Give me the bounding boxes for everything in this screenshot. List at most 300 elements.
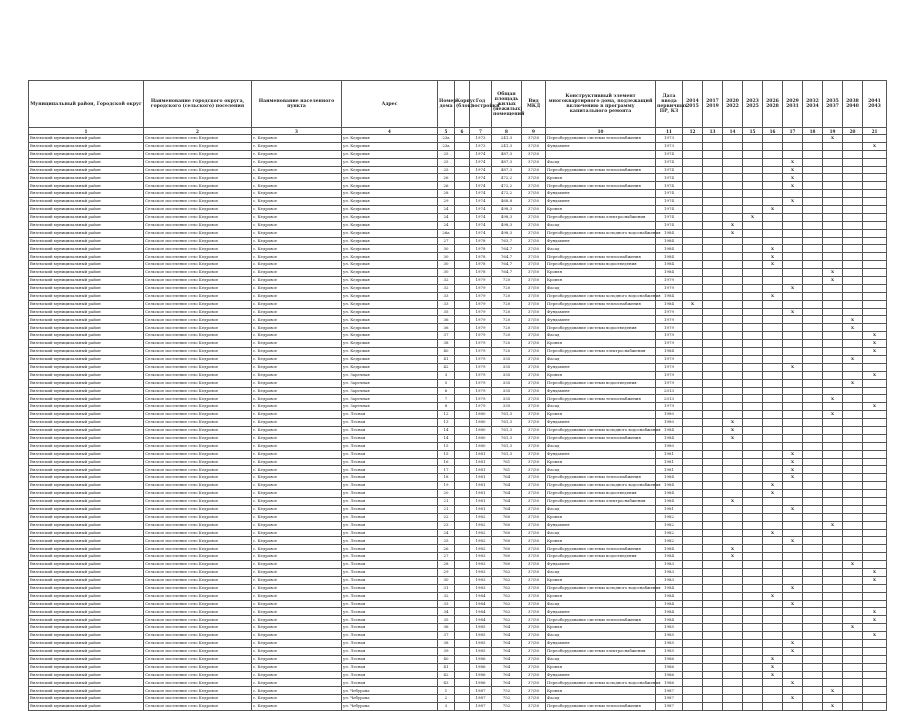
period-mark-cell <box>723 158 743 166</box>
period-mark-cell: X <box>763 482 783 490</box>
period-mark-cell <box>863 695 887 703</box>
period-mark-cell <box>803 497 823 505</box>
period-mark-cell <box>703 497 723 505</box>
period-mark-cell: X <box>843 624 863 632</box>
date-cell: 1983 <box>656 568 683 576</box>
type-cell: 37/50 <box>522 513 546 521</box>
district-cell: Вяземский муниципальный район <box>29 497 144 505</box>
house-number-cell: 21 <box>438 505 455 513</box>
element-cell: Переоборудование системы теплоснабжения <box>546 545 656 553</box>
period-mark-cell <box>843 529 863 537</box>
period-mark-cell: X <box>783 363 803 371</box>
period-mark-cell <box>743 411 763 419</box>
period-mark-cell <box>683 521 703 529</box>
type-cell: 37/50 <box>522 592 546 600</box>
element-cell: Фундамент <box>546 387 656 395</box>
building-cell <box>455 600 470 608</box>
year-cell: 1981 <box>470 505 492 513</box>
element-cell: Фасад <box>546 568 656 576</box>
building-cell <box>455 426 470 434</box>
period-mark-cell <box>863 387 887 395</box>
locality-cell: с. Кедровое <box>252 663 342 671</box>
period-mark-cell <box>703 450 723 458</box>
district-cell: Вяземский муниципальный район <box>29 411 144 419</box>
table-row <box>29 395 887 403</box>
house-number-cell: 28 <box>438 561 455 569</box>
element-cell: Фасад <box>546 632 656 640</box>
period-mark-cell <box>783 561 803 569</box>
element-cell: Фундамент <box>546 450 656 458</box>
area-cell: 720 <box>492 332 522 340</box>
year-cell: 1974 <box>470 190 492 198</box>
period-mark-cell <box>743 277 763 285</box>
period-mark-cell <box>683 324 703 332</box>
period-mark-cell <box>783 655 803 663</box>
building-cell <box>455 221 470 229</box>
type-cell: 37/50 <box>522 213 546 221</box>
period-mark-cell <box>763 348 783 356</box>
period-mark-cell <box>723 655 743 663</box>
building-cell <box>455 592 470 600</box>
year-cell: 1978 <box>470 261 492 269</box>
area-cell: 762 <box>492 576 522 584</box>
table-row <box>29 434 887 442</box>
table-row <box>29 687 887 695</box>
date-cell: 1979 <box>656 363 683 371</box>
period-mark-cell <box>843 640 863 648</box>
settlement-cell: Сельское поселение село Кедровое <box>144 198 252 206</box>
address-cell: ул. Лесная <box>342 497 438 505</box>
period-mark-cell <box>683 371 703 379</box>
date-cell: 1979 <box>656 277 683 285</box>
area-cell: 752 <box>492 695 522 703</box>
period-mark-cell <box>843 632 863 640</box>
settlement-cell: Сельское поселение село Кедровое <box>144 411 252 419</box>
period-mark-cell: X <box>783 166 803 174</box>
settlement-cell: Сельское поселение село Кедровое <box>144 332 252 340</box>
locality-cell: с. Кедровое <box>252 537 342 545</box>
period-mark-cell <box>843 174 863 182</box>
period-mark-cell <box>703 355 723 363</box>
table-row <box>29 269 887 277</box>
period-mark-cell <box>783 245 803 253</box>
table-row <box>29 142 887 150</box>
period-mark-cell: X <box>763 261 783 269</box>
type-cell: 37/50 <box>522 537 546 545</box>
period-mark-cell: X <box>723 229 743 237</box>
address-cell: ул. Лесная <box>342 608 438 616</box>
settlement-cell: Сельское поселение село Кедровое <box>144 529 252 537</box>
period-mark-cell: X <box>823 395 843 403</box>
period-mark-cell <box>803 442 823 450</box>
address-cell: ул. Чебурова <box>342 695 438 703</box>
building-cell <box>455 490 470 498</box>
period-mark-cell <box>803 568 823 576</box>
period-mark-cell <box>843 190 863 198</box>
period-mark-cell <box>803 340 823 348</box>
period-mark-cell <box>723 190 743 198</box>
period-mark-cell <box>783 292 803 300</box>
table-row <box>29 411 887 419</box>
house-number-cell: 33 <box>438 300 455 308</box>
period-mark-cell <box>743 198 763 206</box>
period-mark-cell <box>803 190 823 198</box>
element-cell: Переоборудование системы водоотведения <box>546 324 656 332</box>
period-mark-cell <box>863 450 887 458</box>
period-mark-cell <box>763 332 783 340</box>
period-mark-cell <box>703 142 723 150</box>
date-cell: 1984 <box>656 261 683 269</box>
period-mark-cell <box>863 363 887 371</box>
year-cell: 1987 <box>470 703 492 711</box>
period-mark-cell: X <box>783 505 803 513</box>
period-mark-cell <box>723 576 743 584</box>
building-cell <box>455 671 470 679</box>
period-mark-cell <box>763 616 783 624</box>
period-mark-cell <box>803 150 823 158</box>
type-cell: 37/50 <box>522 277 546 285</box>
element-cell: Фундамент <box>546 237 656 245</box>
house-number-cell: 30 <box>438 245 455 253</box>
period-mark-cell <box>763 300 783 308</box>
district-cell: Вяземский муниципальный район <box>29 308 144 316</box>
period-mark-cell <box>863 434 887 442</box>
period-mark-cell <box>843 245 863 253</box>
type-cell: 37/50 <box>522 135 546 143</box>
period-mark-cell <box>863 292 887 300</box>
period-mark-cell <box>763 608 783 616</box>
period-mark-cell <box>823 632 843 640</box>
column-number-cell: 4 <box>342 128 438 135</box>
locality-cell: с. Кедровое <box>252 277 342 285</box>
period-mark-cell: X <box>763 206 783 214</box>
date-cell: 1983 <box>656 561 683 569</box>
building-cell <box>455 450 470 458</box>
period-mark-cell <box>843 521 863 529</box>
period-mark-cell <box>723 663 743 671</box>
area-cell: 752 <box>492 687 522 695</box>
locality-cell: с. Кедровое <box>252 458 342 466</box>
period-mark-cell <box>803 206 823 214</box>
table-row <box>29 363 887 371</box>
period-mark-cell <box>823 324 843 332</box>
period-mark-cell <box>863 166 887 174</box>
period-mark-cell <box>743 158 763 166</box>
table-row <box>29 300 887 308</box>
table-row <box>29 490 887 498</box>
settlement-cell: Сельское поселение село Кедровое <box>144 600 252 608</box>
house-number-cell: 15 <box>438 442 455 450</box>
table-row <box>29 221 887 229</box>
house-number-cell: 24 <box>438 206 455 214</box>
building-cell <box>455 663 470 671</box>
settlement-cell: Сельское поселение село Кедровое <box>144 695 252 703</box>
settlement-cell: Сельское поселение село Кедровое <box>144 237 252 245</box>
period-mark-cell <box>723 474 743 482</box>
locality-cell: с. Кедровое <box>252 434 342 442</box>
year-cell: 1987 <box>470 687 492 695</box>
period-mark-cell <box>823 482 843 490</box>
year-cell: 1979 <box>470 387 492 395</box>
date-cell: 1984 <box>656 245 683 253</box>
locality-cell: с. Кедровое <box>252 703 342 711</box>
settlement-cell: Сельское поселение село Кедровое <box>144 292 252 300</box>
building-cell <box>455 537 470 545</box>
period-mark-cell <box>823 600 843 608</box>
district-cell: Вяземский муниципальный район <box>29 521 144 529</box>
house-number-cell: 38 <box>438 340 455 348</box>
year-cell: 1981 <box>470 458 492 466</box>
table-row <box>29 497 887 505</box>
period-mark-cell <box>703 561 723 569</box>
settlement-cell: Сельское поселение село Кедровое <box>144 624 252 632</box>
period-mark-cell <box>723 395 743 403</box>
building-cell <box>455 261 470 269</box>
period-mark-cell <box>843 166 863 174</box>
address-cell: ул. Чебурова <box>342 687 438 695</box>
district-cell: Вяземский муниципальный район <box>29 663 144 671</box>
table-row <box>29 245 887 253</box>
type-cell: 37/50 <box>522 561 546 569</box>
settlement-cell: Сельское поселение село Кедровое <box>144 166 252 174</box>
type-cell: 37/50 <box>522 450 546 458</box>
locality-cell: с. Кедровое <box>252 482 342 490</box>
house-number-cell: 28 <box>438 190 455 198</box>
table-row <box>29 616 887 624</box>
district-cell: Вяземский муниципальный район <box>29 671 144 679</box>
column-number-cell: 19 <box>823 128 843 135</box>
column-number-cell: 13 <box>703 128 723 135</box>
table-row <box>29 600 887 608</box>
locality-cell: с. Кедровое <box>252 671 342 679</box>
period-mark-cell <box>843 292 863 300</box>
table-row <box>29 671 887 679</box>
type-cell: 37/50 <box>522 497 546 505</box>
table-row <box>29 584 887 592</box>
period-mark-cell <box>863 553 887 561</box>
period-mark-cell <box>763 647 783 655</box>
settlement-cell: Сельское поселение село Кедровое <box>144 632 252 640</box>
period-mark-cell <box>843 537 863 545</box>
element-cell: Переоборудование системы теплоснабжения <box>546 395 656 403</box>
period-mark-cell <box>743 640 763 648</box>
settlement-cell: Сельское поселение село Кедровое <box>144 269 252 277</box>
period-mark-cell <box>863 324 887 332</box>
table-row <box>29 340 887 348</box>
period-mark-cell <box>703 474 723 482</box>
period-mark-cell <box>703 245 723 253</box>
header-cell: Вид МКД <box>522 81 546 128</box>
address-cell: ул. Кедровая <box>342 269 438 277</box>
period-mark-cell <box>803 695 823 703</box>
header-cell: 2026 2028 <box>763 81 783 128</box>
period-mark-cell <box>723 521 743 529</box>
address-cell: ул. Лесная <box>342 640 438 648</box>
period-mark-cell <box>743 308 763 316</box>
period-mark-cell <box>703 663 723 671</box>
table-row <box>29 277 887 285</box>
period-mark-cell <box>683 679 703 687</box>
period-mark-cell <box>823 561 843 569</box>
period-mark-cell <box>763 340 783 348</box>
settlement-cell: Сельское поселение село Кедровое <box>144 474 252 482</box>
house-number-cell: 14 <box>438 426 455 434</box>
period-mark-cell <box>683 213 703 221</box>
period-mark-cell <box>723 379 743 387</box>
area-cell: 762 <box>492 616 522 624</box>
house-number-cell: 26 <box>438 174 455 182</box>
table-row <box>29 505 887 513</box>
address-cell: ул. Кедровая <box>342 316 438 324</box>
period-mark-cell <box>743 261 763 269</box>
house-number-cell: 30 <box>438 261 455 269</box>
period-mark-cell <box>823 466 843 474</box>
period-mark-cell <box>783 261 803 269</box>
period-mark-cell <box>683 497 703 505</box>
header-cell: Номер дома <box>438 81 455 128</box>
period-mark-cell <box>723 505 743 513</box>
year-cell: 1979 <box>470 355 492 363</box>
settlement-cell: Сельское поселение село Кедровое <box>144 403 252 411</box>
column-number-cell: 21 <box>863 128 887 135</box>
element-cell: Фасад <box>546 600 656 608</box>
header-cell: Наименование городского округа, городского (сельского) поселения <box>144 81 252 128</box>
period-mark-cell <box>823 403 843 411</box>
area-cell: 762 <box>492 584 522 592</box>
column-number-cell: 15 <box>743 128 763 135</box>
period-mark-cell <box>863 261 887 269</box>
period-mark-cell <box>863 237 887 245</box>
area-cell: 760 <box>492 521 522 529</box>
date-cell: 1984 <box>656 292 683 300</box>
date-cell: 1984 <box>656 426 683 434</box>
element-cell: Переоборудование системы водоотведения <box>546 490 656 498</box>
type-cell: 37/50 <box>522 426 546 434</box>
period-mark-cell <box>683 655 703 663</box>
house-number-cell: 35 <box>438 616 455 624</box>
address-cell: ул. Лесная <box>342 576 438 584</box>
period-mark-cell <box>823 647 843 655</box>
house-number-cell: 23 <box>438 521 455 529</box>
period-mark-cell <box>843 213 863 221</box>
period-mark-cell <box>723 142 743 150</box>
address-cell: ул. Кедровая <box>342 213 438 221</box>
period-mark-cell <box>823 213 843 221</box>
area-cell: 487,3 <box>492 166 522 174</box>
settlement-cell: Сельское поселение село Кедровое <box>144 308 252 316</box>
period-mark-cell <box>863 561 887 569</box>
header-row <box>29 81 887 128</box>
building-cell <box>455 505 470 513</box>
type-cell: 37/50 <box>522 655 546 663</box>
district-cell: Вяземский муниципальный район <box>29 284 144 292</box>
locality-cell: с. Кедровое <box>252 419 342 427</box>
building-cell <box>455 561 470 569</box>
period-mark-cell <box>683 561 703 569</box>
period-mark-cell: X <box>823 269 843 277</box>
period-mark-cell: X <box>743 213 763 221</box>
building-cell <box>455 616 470 624</box>
period-mark-cell <box>703 616 723 624</box>
column-number-cell: 2 <box>144 128 252 135</box>
period-mark-cell: X <box>843 561 863 569</box>
building-cell <box>455 442 470 450</box>
period-mark-cell <box>803 632 823 640</box>
period-mark-cell <box>743 379 763 387</box>
period-mark-cell <box>683 529 703 537</box>
year-cell: 1983 <box>470 584 492 592</box>
date-cell: 1984 <box>656 592 683 600</box>
period-mark-cell <box>763 198 783 206</box>
year-cell: 1980 <box>470 426 492 434</box>
year-cell: 1981 <box>470 482 492 490</box>
period-mark-cell <box>843 253 863 261</box>
area-cell: 468,8 <box>492 198 522 206</box>
period-mark-cell <box>803 450 823 458</box>
settlement-cell: Сельское поселение село Кедровое <box>144 324 252 332</box>
column-number-cell: 7 <box>470 128 492 135</box>
district-cell: Вяземский муниципальный район <box>29 419 144 427</box>
period-mark-cell <box>683 576 703 584</box>
year-cell: 1979 <box>470 277 492 285</box>
column-number-cell: 10 <box>546 128 656 135</box>
period-mark-cell <box>823 198 843 206</box>
period-mark-cell <box>783 355 803 363</box>
house-number-cell: 24 <box>438 221 455 229</box>
settlement-cell: Сельское поселение село Кедровое <box>144 284 252 292</box>
locality-cell: с. Кедровое <box>252 450 342 458</box>
building-cell <box>455 316 470 324</box>
table-row <box>29 703 887 711</box>
period-mark-cell <box>863 245 887 253</box>
period-mark-cell <box>683 142 703 150</box>
house-number-cell: 25 <box>438 158 455 166</box>
building-cell <box>455 640 470 648</box>
locality-cell: с. Кедровое <box>252 135 342 143</box>
address-cell: ул. Лесная <box>342 592 438 600</box>
type-cell: 37/50 <box>522 671 546 679</box>
type-cell: 37/50 <box>522 182 546 190</box>
header-cell: 2029 2031 <box>783 81 803 128</box>
period-mark-cell <box>863 206 887 214</box>
year-cell: 1985 <box>470 632 492 640</box>
period-mark-cell: X <box>783 640 803 648</box>
period-mark-cell <box>683 553 703 561</box>
period-mark-cell <box>743 182 763 190</box>
locality-cell: с. Кедровое <box>252 371 342 379</box>
area-cell: 335 <box>492 355 522 363</box>
period-mark-cell <box>703 608 723 616</box>
period-mark-cell <box>743 695 763 703</box>
district-cell: Вяземский муниципальный район <box>29 624 144 632</box>
period-mark-cell <box>703 513 723 521</box>
house-number-cell: 5 <box>438 379 455 387</box>
district-cell: Вяземский муниципальный район <box>29 616 144 624</box>
period-mark-cell <box>723 300 743 308</box>
table-row <box>29 292 887 300</box>
period-mark-cell <box>703 568 723 576</box>
period-mark-cell <box>783 624 803 632</box>
address-cell: ул. Лесная <box>342 411 438 419</box>
period-mark-cell <box>703 332 723 340</box>
header-cell: Конструктивный элемент многоквартирного дома, подлежащий включению в программу капитального ремонта <box>546 81 656 128</box>
settlement-cell: Сельское поселение село Кедровое <box>144 482 252 490</box>
period-mark-cell <box>803 640 823 648</box>
period-mark-cell <box>703 403 723 411</box>
period-mark-cell <box>683 332 703 340</box>
area-cell: 720 <box>492 340 522 348</box>
period-mark-cell <box>683 482 703 490</box>
